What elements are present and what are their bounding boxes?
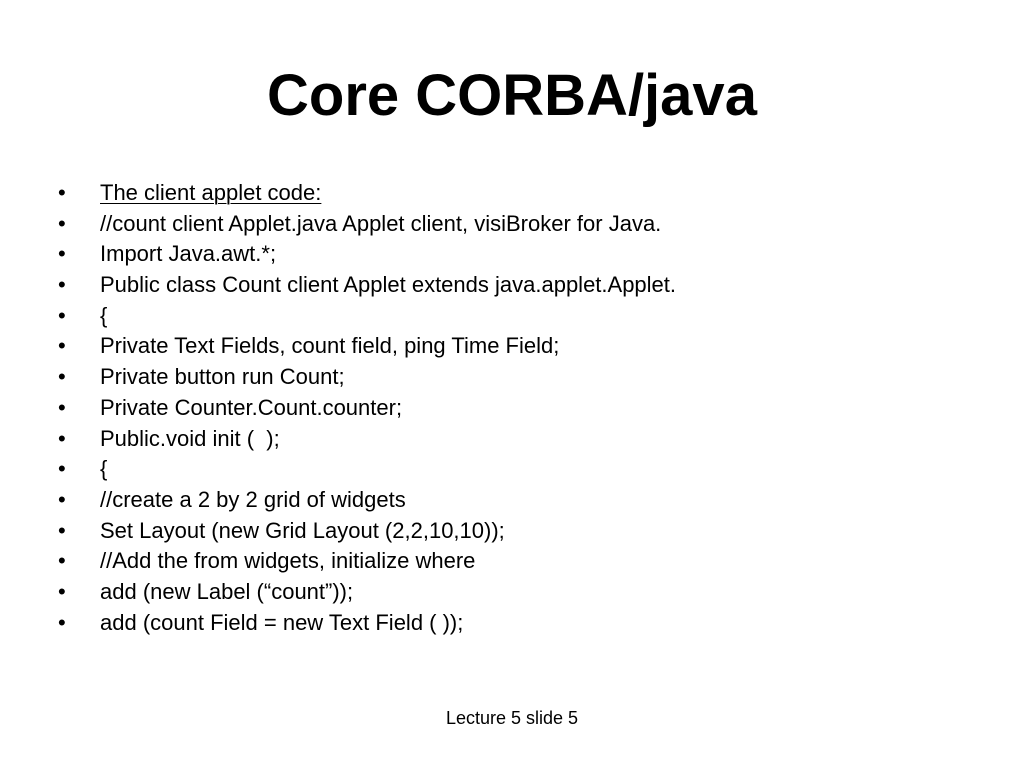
bullet-item bbox=[58, 516, 978, 547]
bullet-text: Import Java.awt.*; bbox=[100, 241, 277, 267]
bullet-text: //Add the from widgets, initialize where bbox=[100, 548, 476, 574]
bullet-item bbox=[58, 485, 978, 516]
bullet-glyph: • bbox=[58, 302, 66, 328]
slide-footer: Lecture 5 slide 5 bbox=[445, 708, 579, 728]
bullet-item bbox=[58, 546, 978, 577]
bullet-item bbox=[58, 301, 978, 332]
bullet-text: The client applet code: bbox=[100, 180, 322, 205]
bullet-glyph: • bbox=[58, 609, 66, 635]
bullet-text: Public.void init ( ); bbox=[100, 425, 280, 451]
bullet-glyph: • bbox=[58, 180, 66, 205]
bullet-item bbox=[58, 209, 978, 240]
bullet-item bbox=[58, 577, 978, 608]
bullet-item bbox=[58, 239, 978, 270]
bullet-item bbox=[58, 270, 978, 301]
bullet-text: Public class Count client Applet extends java.applet.Applet. bbox=[100, 272, 677, 298]
bullet-glyph: • bbox=[58, 333, 66, 359]
bullet-glyph: • bbox=[58, 394, 66, 420]
bullet-glyph: • bbox=[58, 456, 66, 482]
bullet-glyph: • bbox=[58, 272, 66, 298]
bullet-text: { bbox=[100, 302, 108, 328]
bullet-text: //create a 2 by 2 grid of widgets bbox=[100, 486, 406, 512]
bullet-text: { bbox=[100, 456, 108, 482]
slide-title: Core CORBA/java bbox=[267, 63, 757, 128]
bullet-glyph: • bbox=[58, 486, 66, 512]
bullet-glyph: • bbox=[58, 364, 66, 390]
bullet-list bbox=[58, 178, 978, 638]
bullet-item bbox=[58, 608, 978, 639]
bullet-text: Set Layout (new Grid Layout (2,2,10,10)); bbox=[100, 517, 505, 543]
bullet-text: add (new Label (“count”)); bbox=[100, 578, 354, 604]
bullet-item bbox=[58, 178, 978, 209]
bullet-text: Private button run Count; bbox=[100, 364, 345, 390]
bullet-item bbox=[58, 454, 978, 485]
bullet-item bbox=[58, 331, 978, 362]
bullet-glyph: • bbox=[58, 425, 66, 451]
bullet-glyph: • bbox=[58, 517, 66, 543]
bullet-glyph: • bbox=[58, 241, 66, 267]
bullet-glyph: • bbox=[58, 210, 66, 236]
bullet-item bbox=[58, 362, 978, 393]
bullet-text: Private Text Fields, count field, ping Time Field; bbox=[100, 333, 560, 359]
bullet-text: add (count Field = new Text Field ( )); bbox=[100, 609, 464, 635]
bullet-text: //count client Applet.java Applet client, visiBroker for Java. bbox=[100, 210, 662, 236]
bullet-glyph: • bbox=[58, 548, 66, 574]
bullet-glyph: • bbox=[58, 578, 66, 604]
bullet-text: Private Counter.Count.counter; bbox=[100, 394, 403, 420]
bullet-item bbox=[58, 424, 978, 455]
bullet-item bbox=[58, 393, 978, 424]
